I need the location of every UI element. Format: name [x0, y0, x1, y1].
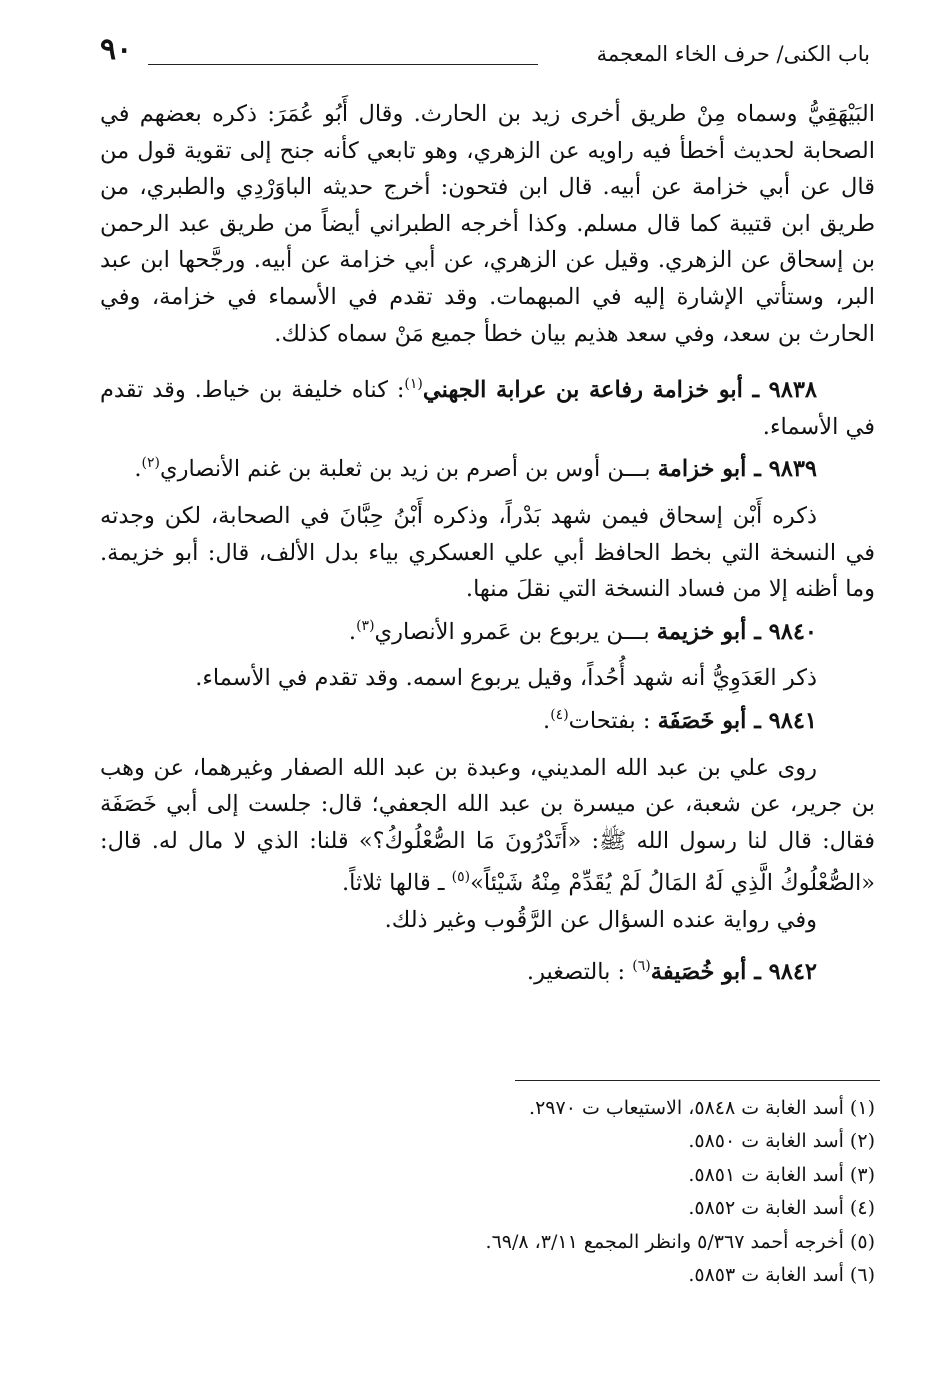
- footnote-marker: (٦): [632, 958, 651, 975]
- hadith-text: روى علي بن عبد الله المديني، وعبدة بن عبد الله الصفار وغيرهما، عن وهب بن جرير، عن شعبة، عن ميسرة بن عبد الله الجعفي؛ قال: جلست إلى أبي خَصَفَة فقال: قال لنا رسول الله ﷺ: «أَتَدْرُونَ مَا الصُّعْلُوكُ؟» قلنا: الذي لا مال له. قال: «الصُّعْلُوكُ الَّذِي لَهُ المَالُ لَمْ يُقَدِّمْ مِنْهُ شَيْئاً»: [100, 754, 875, 897]
- entry-heading: ٩٨٤١ ـ أبو خَصَفَة: [657, 707, 817, 734]
- footnote-marker: (٥): [451, 869, 471, 886]
- footnote-item: (٥) أخرجه أحمد ٥/٣٦٧ وانظر المجمع ٣/١١، ٦٩/٨.: [485, 1230, 875, 1253]
- footnote-item: (٤) أسد الغابة ت ٥٨٥٢.: [688, 1197, 875, 1220]
- entry-heading: ٩٨٣٩ ـ أبو خزامة: [657, 456, 817, 483]
- footnote-marker: (٤): [550, 706, 569, 723]
- entry-end: .: [543, 707, 551, 734]
- footnote-marker: (٢): [141, 455, 160, 472]
- footnote-marker: (٣): [356, 617, 375, 634]
- entry-9841-text: [100, 750, 875, 902]
- entry-9841-text-2: وفي رواية عنده السؤال عن الرَّقُوب وغير ذلك.: [384, 906, 817, 933]
- entry-heading: ٩٨٤٠ ـ أبو خزيمة: [656, 618, 817, 645]
- header-rule: [148, 64, 538, 65]
- footnote-item: (٢) أسد الغابة ت ٥٨٥٠.: [688, 1130, 875, 1153]
- running-header: [100, 28, 870, 78]
- entry-9838: [100, 366, 875, 445]
- entry-end: .: [134, 456, 142, 483]
- page-number: ٩٠: [100, 32, 133, 67]
- entry-9842: [100, 948, 875, 991]
- chapter-title: باب الكنى/ حرف الخاء المعجمة: [596, 42, 870, 66]
- entry-9841: [100, 697, 875, 740]
- entry-heading: ٩٨٤٢ ـ أبو خُصَيفة: [650, 959, 817, 986]
- entry-9840: [100, 608, 875, 651]
- entry-text: : بفتحات: [568, 707, 658, 734]
- entry-text: : بالتصغير.: [526, 959, 633, 986]
- entry-9840-text: ذكر العَدَوِيُّ أنه شهد أُحُداً، وقيل يربوع اسمه. وقد تقدم في الأسماء.: [195, 665, 817, 692]
- entry-text: : كناه خليفة بن خياط. وقد تقدم في الأسماء.: [100, 377, 875, 440]
- footnote-item: (١) أسد الغابة ت ٥٨٤٨، الاستيعاب ت ٢٩٧٠.: [529, 1097, 875, 1119]
- footnote-item: (٦) أسد الغابة ت ٥٨٥٣.: [688, 1264, 875, 1287]
- entry-end: .: [348, 618, 357, 645]
- entry-9839: [100, 445, 875, 488]
- intro-paragraph: البَيْهَقِيُّ وسماه مِنْ طريق أخرى زيد بن الحارث. وقال أَبُو عُمَرَ: ذكره بعضهم في الصحابة لحديث أخطأ فيه راويه عن الزهري، وهو تابعي كأنه جنح إلى تقوية قول من قال عن أبي خزامة عن أبيه. قال ابن فتحون: أخرج حديثه الباوَرْدِي والطبري، من طريق ابن قتيبة كما قال مسلم. وكذا أخرجه الطبراني أيضاً من طريق عبد الرحمن بن إسحاق عن الزهري. وقيل عن الزهري، عن أبي خزامة عن أبيه. ورجَّحها ابن عبد البر، وستأتي الإشارة إليه في المبهمات. وقد تقدم في الأسماء في خزامة، وفي الحارث بن سعد، وفي سعد هذيم بيان خطأ جميع مَنْ سماه كذلك.: [100, 101, 875, 347]
- footnote-item: (٣) أسد الغابة ت ٥٨٥١.: [688, 1163, 875, 1186]
- hadith-text-end: ـ قالها ثلاثاً.: [341, 870, 452, 897]
- entry-text: بـــن يربوع بن عَمرو الأنصاري: [374, 618, 657, 645]
- footnotes: [100, 1078, 875, 1292]
- main-text: [100, 96, 875, 991]
- entry-9839-text: ذكره أَبْن إسحاق فيمن شهد بَدْراً، وذكره أَبْنُ حِبَّانَ في الصحابة، لكن وجدته في النسخة التي بخط الحافظ أبي علي العسكري بياء بدل الألف، قال: أبو خزيمة. وما أظنه إلا من فساد النسخة التي نقلَ منها.: [100, 502, 875, 603]
- entry-heading: ٩٨٣٨ ـ أبو خزامة رفاعة بن عرابة الجهني: [422, 377, 818, 404]
- entry-text: بـــن أوس بن أصرم بن زيد بن ثعلبة بن غنم الأنصاري: [159, 456, 658, 483]
- footnote-marker: (١): [404, 376, 423, 393]
